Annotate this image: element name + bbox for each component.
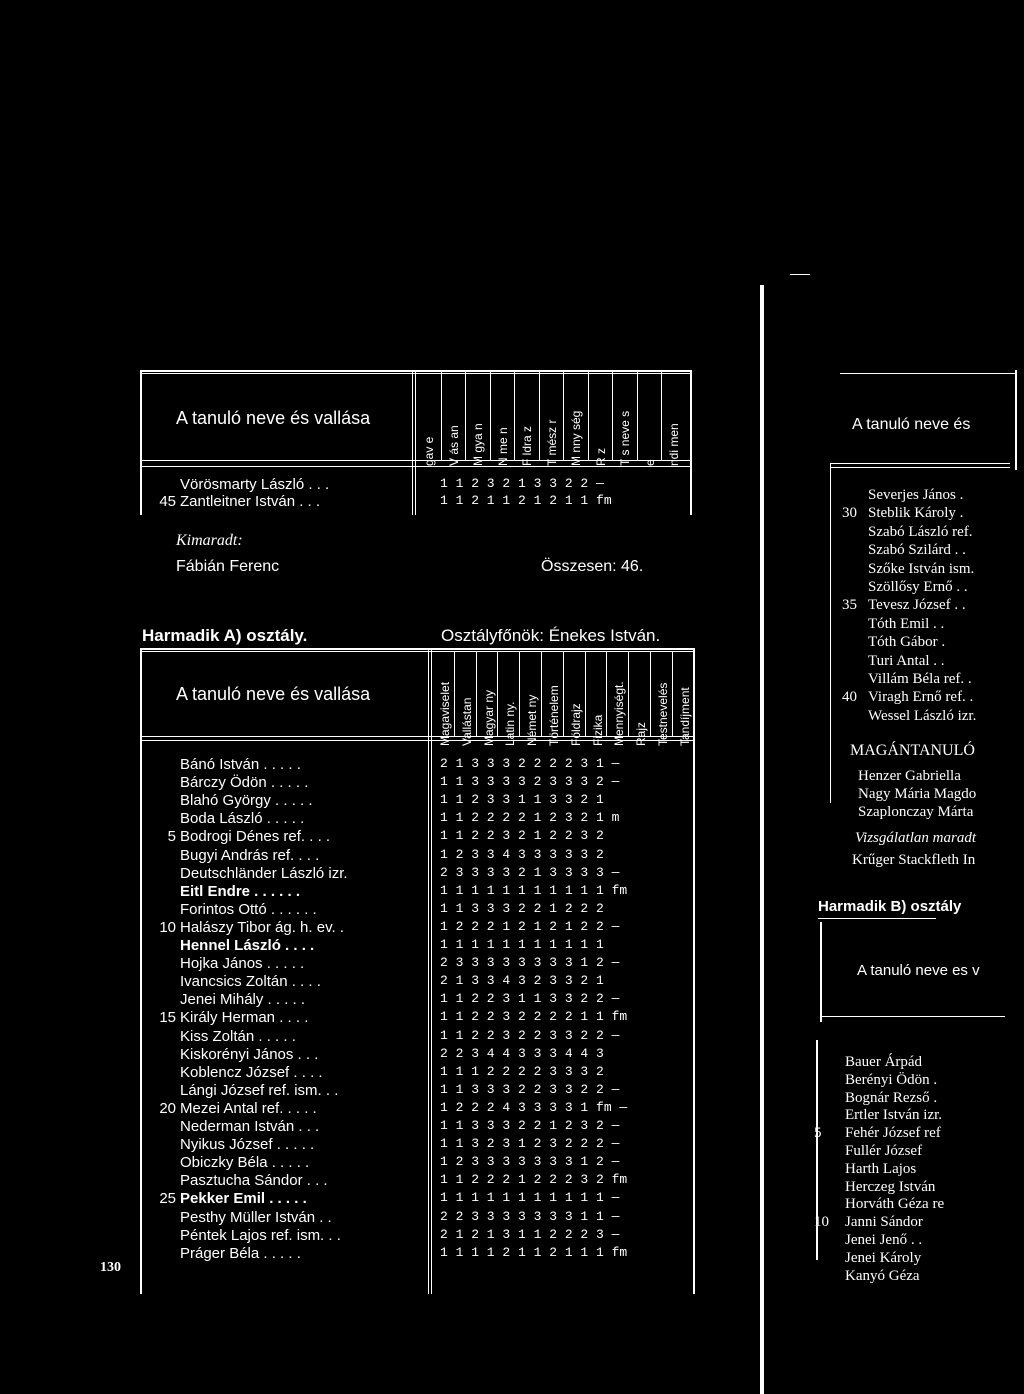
grade-values: 1 1 2 2 3 2 2 3 3 2 2 — bbox=[440, 1027, 620, 1043]
grade-values: 1 2 3 3 3 3 3 3 3 1 2 — bbox=[440, 1154, 620, 1170]
student-name: Forintos Ottó . . . . . . bbox=[180, 900, 317, 918]
student-name: Harth Lajos bbox=[845, 1160, 917, 1177]
column-divider bbox=[441, 372, 442, 460]
private-student-name: Henzer Gabriella bbox=[858, 768, 961, 784]
column-header bbox=[434, 652, 456, 748]
column-header-label: Tandíjment bbox=[677, 687, 692, 746]
student-name: Bugyi András ref. . . . bbox=[180, 846, 320, 864]
grade-values: 1 1 1 2 2 2 2 3 3 3 2 bbox=[440, 1063, 604, 1079]
student-name: Berényi Ödön . bbox=[845, 1071, 938, 1088]
student-name: Viragh Ernő ref. . bbox=[868, 689, 974, 706]
row-number: 20 bbox=[159, 1099, 176, 1117]
grade-values: 1 1 2 1 1 2 1 2 1 1 fm bbox=[440, 493, 612, 508]
student-name: Lángi József ref. ism. . . bbox=[180, 1081, 339, 1099]
private-student-name: Nagy Mária Magdo bbox=[858, 786, 977, 802]
kimaradt-label: Kimaradt: bbox=[176, 532, 243, 549]
private-title: MAGÁNTANULÓ bbox=[850, 742, 975, 759]
student-name: Pasztucha Sándor . . . bbox=[180, 1172, 328, 1190]
class-b-title: Harmadik B) osztály bbox=[818, 898, 962, 915]
grade-values: 1 2 2 2 1 2 1 2 1 2 2 — bbox=[440, 918, 620, 934]
column-divider bbox=[650, 652, 651, 736]
column-header bbox=[418, 372, 440, 468]
class-a-header-name: A tanuló neve és vallása bbox=[176, 684, 371, 704]
grade-values: 2 1 2 1 3 1 1 2 2 2 3 — bbox=[440, 1226, 620, 1242]
column-header bbox=[639, 372, 661, 468]
column-header-label: M nny ség bbox=[569, 410, 583, 466]
column-header-label: Földrajz bbox=[568, 703, 583, 746]
student-name: Tevesz József . . bbox=[868, 597, 966, 614]
student-name: Práger Béla . . . . . bbox=[180, 1244, 301, 1262]
student-name: Bárczy Ödön . . . . . bbox=[180, 774, 309, 792]
student-name: Fehér József ref bbox=[845, 1125, 941, 1142]
student-name: Kanyó Géza bbox=[845, 1267, 920, 1284]
student-name: Villám Béla ref. . bbox=[868, 671, 972, 687]
student-name: Wessel László izr. bbox=[868, 707, 977, 724]
column-header-label: T mész r bbox=[544, 419, 559, 466]
student-name: Steblik Károly . bbox=[868, 505, 964, 522]
student-name: Mezei Antal ref. . . . . bbox=[180, 1099, 317, 1117]
column-divider bbox=[514, 372, 515, 460]
column-divider bbox=[637, 372, 638, 460]
column-header bbox=[516, 372, 538, 468]
column-divider bbox=[606, 652, 607, 736]
grade-values: 1 1 2 2 3 1 1 3 3 2 2 — bbox=[440, 991, 620, 1007]
grade-values: 1 1 1 1 2 1 1 2 1 1 1 fm bbox=[440, 1244, 628, 1260]
row-number: 30 bbox=[842, 505, 857, 522]
column-header bbox=[467, 372, 489, 468]
grade-values: 1 1 1 1 1 1 1 1 1 1 1 — bbox=[440, 1190, 620, 1206]
row-number: 5 bbox=[814, 1125, 822, 1142]
student-name: Fullér József bbox=[845, 1143, 923, 1159]
student-name: Tóth Gábor . bbox=[868, 634, 946, 651]
column-header-label: Mennyiségt. bbox=[612, 681, 627, 746]
student-name: Nederman István . . . bbox=[180, 1118, 320, 1135]
column-header-label: N me n bbox=[495, 427, 510, 466]
column-header-label: Vallástan bbox=[459, 697, 474, 746]
column-header-label: R z bbox=[593, 448, 608, 466]
row-number: 10 bbox=[159, 918, 176, 936]
student-name: Pesthy Müller István . . bbox=[180, 1208, 332, 1226]
column-header-label: Történelem bbox=[547, 685, 561, 746]
column-header-label: Rajz bbox=[634, 721, 649, 746]
column-header bbox=[543, 652, 565, 748]
column-header bbox=[456, 652, 478, 748]
column-header-label: Fizika bbox=[590, 714, 605, 746]
column-header-label: Latin ny. bbox=[503, 701, 518, 746]
column-header bbox=[541, 372, 563, 468]
column-header bbox=[492, 372, 514, 468]
column-header-label: ndi men bbox=[667, 423, 681, 466]
student-name: Bauer Árpád bbox=[845, 1054, 923, 1070]
grade-values: 1 1 3 3 3 2 2 1 2 3 2 — bbox=[440, 1118, 620, 1133]
student-name: Zantleitner István . . . bbox=[180, 493, 321, 510]
column-header bbox=[565, 652, 587, 748]
student-name: Boda László . . . . . bbox=[180, 810, 305, 828]
grade-values: 2 1 3 3 4 3 2 3 3 2 1 bbox=[440, 973, 604, 989]
grade-values: 2 3 3 3 3 3 3 3 3 1 2 — bbox=[440, 955, 620, 971]
student-name: Szöllősy Ernő . . bbox=[868, 579, 968, 595]
column-header-label: Magaviselet bbox=[438, 681, 452, 746]
student-name: Nyikus József . . . . . bbox=[180, 1136, 315, 1154]
column-header bbox=[478, 652, 500, 748]
student-name: Bodrogi Dénes ref. . . . bbox=[180, 828, 331, 846]
student-name: Janni Sándor bbox=[845, 1214, 923, 1231]
class-b-header-name: A tanuló neve es v bbox=[857, 962, 980, 979]
top-table-header-name: A tanuló neve és vallása bbox=[176, 408, 371, 428]
grade-values: 2 3 3 3 3 2 1 3 3 3 3 — bbox=[440, 864, 620, 880]
student-name: Herczeg István bbox=[845, 1178, 936, 1195]
kimaradt-name: Fábián Ferenc bbox=[176, 558, 280, 575]
class-a-title: Harmadik A) osztály. bbox=[142, 626, 308, 645]
column-divider bbox=[541, 652, 542, 736]
column-header-label: V ás an bbox=[446, 425, 461, 466]
student-name: Szőke István ism. bbox=[868, 560, 975, 577]
student-name: Obiczky Béla . . . . . bbox=[180, 1154, 310, 1172]
column-divider bbox=[465, 372, 466, 460]
grade-values: 1 1 3 3 3 3 2 3 3 3 2 — bbox=[440, 774, 620, 790]
student-name: Koblencz József . . . . bbox=[180, 1063, 323, 1081]
column-header-label: e bbox=[642, 459, 657, 466]
grade-values: 1 1 3 3 3 2 2 1 2 2 2 bbox=[440, 900, 604, 916]
column-divider bbox=[628, 652, 629, 736]
column-header bbox=[630, 652, 652, 748]
column-header bbox=[614, 372, 636, 468]
right-top-header-name: A tanuló neve és bbox=[852, 416, 971, 433]
student-name: Horváth Géza re bbox=[845, 1196, 945, 1213]
student-name: Pekker Emil . . . . . bbox=[180, 1190, 307, 1208]
student-name: Eitl Endre . . . . . . bbox=[180, 882, 301, 900]
student-name: Hennel László . . . . bbox=[180, 937, 315, 954]
student-name: Deutschländer László izr. bbox=[180, 864, 348, 882]
private-student-name: Szaplonczay Márta bbox=[858, 804, 974, 820]
student-name: Jenei Mihály . . . . . bbox=[180, 991, 306, 1009]
student-name: Bognár Rezső . bbox=[845, 1089, 938, 1106]
grade-values: 1 1 2 2 3 2 2 2 2 1 1 fm bbox=[440, 1009, 628, 1025]
grade-values: 1 1 3 2 3 1 2 3 2 2 2 — bbox=[440, 1136, 620, 1152]
grade-values: 1 2 2 2 4 3 3 3 3 1 fm — bbox=[440, 1099, 628, 1115]
column-header bbox=[587, 652, 609, 748]
student-name: Kiskorényi János . . . bbox=[180, 1045, 319, 1063]
column-header bbox=[521, 652, 543, 748]
column-divider bbox=[476, 652, 477, 736]
row-number: 40 bbox=[842, 689, 857, 706]
column-header bbox=[565, 372, 587, 468]
student-name: Tóth Emil . . bbox=[868, 615, 945, 632]
column-header bbox=[663, 372, 685, 468]
column-divider bbox=[497, 652, 498, 736]
unexamined-name: Krűger Stackfleth In bbox=[852, 852, 976, 868]
grade-values: 1 1 2 3 2 1 3 3 2 2 — bbox=[440, 476, 604, 491]
student-name: Ivancsics Zoltán . . . . bbox=[180, 973, 321, 991]
student-name: Turi Antal . . bbox=[868, 652, 945, 669]
row-number: 25 bbox=[159, 1190, 176, 1208]
column-divider bbox=[585, 652, 586, 736]
student-name: Szabó Szilárd . . bbox=[868, 542, 966, 559]
column-header bbox=[443, 372, 465, 468]
class-a-teacher: Osztályfőnök: Énekes István. bbox=[441, 626, 661, 645]
column-header-label: Testnevelés bbox=[656, 682, 670, 746]
page-number: 130 bbox=[100, 1260, 121, 1275]
column-divider bbox=[563, 372, 564, 460]
grade-values: 2 2 3 4 4 3 3 3 4 4 3 bbox=[440, 1045, 604, 1061]
column-divider bbox=[539, 372, 540, 460]
row-number: 35 bbox=[842, 597, 857, 614]
column-divider bbox=[490, 372, 491, 460]
column-divider bbox=[563, 652, 564, 736]
grade-values: 1 1 1 1 1 1 1 1 1 1 1 bbox=[440, 937, 604, 952]
grade-values: 1 1 2 2 2 2 1 2 3 2 1 m bbox=[440, 810, 620, 826]
column-header-label: F ldra z bbox=[520, 425, 534, 466]
column-header-label: T s neve s bbox=[618, 410, 632, 466]
student-name: Jenei Jenő . . bbox=[845, 1232, 923, 1248]
grade-values: 1 1 1 1 1 1 1 1 1 1 1 fm bbox=[440, 882, 628, 898]
grade-values: 1 1 2 2 2 1 2 2 2 3 2 fm bbox=[440, 1172, 628, 1188]
column-header bbox=[590, 372, 612, 468]
row-number: 15 bbox=[159, 1009, 176, 1027]
student-name: Kiss Zoltán . . . . . bbox=[180, 1027, 296, 1045]
student-name: Ertler István izr. bbox=[845, 1107, 943, 1124]
student-name: Jenei Károly bbox=[845, 1249, 922, 1266]
student-name: Szabó László ref. bbox=[868, 523, 973, 540]
grade-values: 1 2 3 3 4 3 3 3 3 3 2 bbox=[440, 846, 604, 862]
total-count: Összesen: 46. bbox=[541, 558, 644, 575]
grade-values: 1 1 2 3 3 1 1 3 3 2 1 bbox=[440, 792, 604, 808]
row-number: 45 bbox=[159, 493, 176, 510]
column-header bbox=[652, 652, 674, 748]
column-divider bbox=[454, 652, 455, 736]
column-header bbox=[674, 652, 696, 748]
column-header bbox=[608, 652, 630, 748]
grade-values: 2 2 3 3 3 3 3 3 3 1 1 — bbox=[440, 1208, 620, 1224]
grade-values: 2 1 3 3 3 2 2 2 2 3 1 — bbox=[440, 756, 620, 771]
student-name: Blahó György . . . . . bbox=[180, 792, 313, 810]
column-divider bbox=[588, 372, 589, 460]
student-name: Severjes János . bbox=[868, 487, 964, 503]
grade-values: 1 1 2 2 3 2 1 2 2 3 2 bbox=[440, 828, 604, 844]
column-header-label: Német ny bbox=[525, 694, 540, 746]
student-name: Hojka János . . . . . bbox=[180, 955, 305, 973]
column-divider bbox=[672, 652, 673, 736]
row-number: 10 bbox=[814, 1214, 829, 1231]
column-header-label: gav e bbox=[422, 436, 436, 466]
column-divider bbox=[519, 652, 520, 736]
column-header-label: Magyar ny bbox=[481, 689, 496, 746]
column-header bbox=[499, 652, 521, 748]
row-number: 5 bbox=[167, 828, 176, 846]
student-name: Halászy Tibor ág. h. ev. . bbox=[180, 918, 344, 936]
column-divider bbox=[612, 372, 613, 460]
student-name: Péntek Lajos ref. ism. . . bbox=[180, 1226, 341, 1244]
unexamined-label: Vizsgálatlan maradt bbox=[855, 830, 976, 846]
column-divider bbox=[661, 372, 662, 460]
column-header-label: M gya n bbox=[471, 423, 485, 466]
student-name: Vörösmarty László . . . bbox=[180, 476, 330, 493]
student-name: Bánó István . . . . . bbox=[180, 756, 301, 773]
grade-values: 1 1 3 3 3 2 2 3 3 2 2 — bbox=[440, 1081, 620, 1097]
student-name: Király Herman . . . . bbox=[180, 1009, 309, 1027]
